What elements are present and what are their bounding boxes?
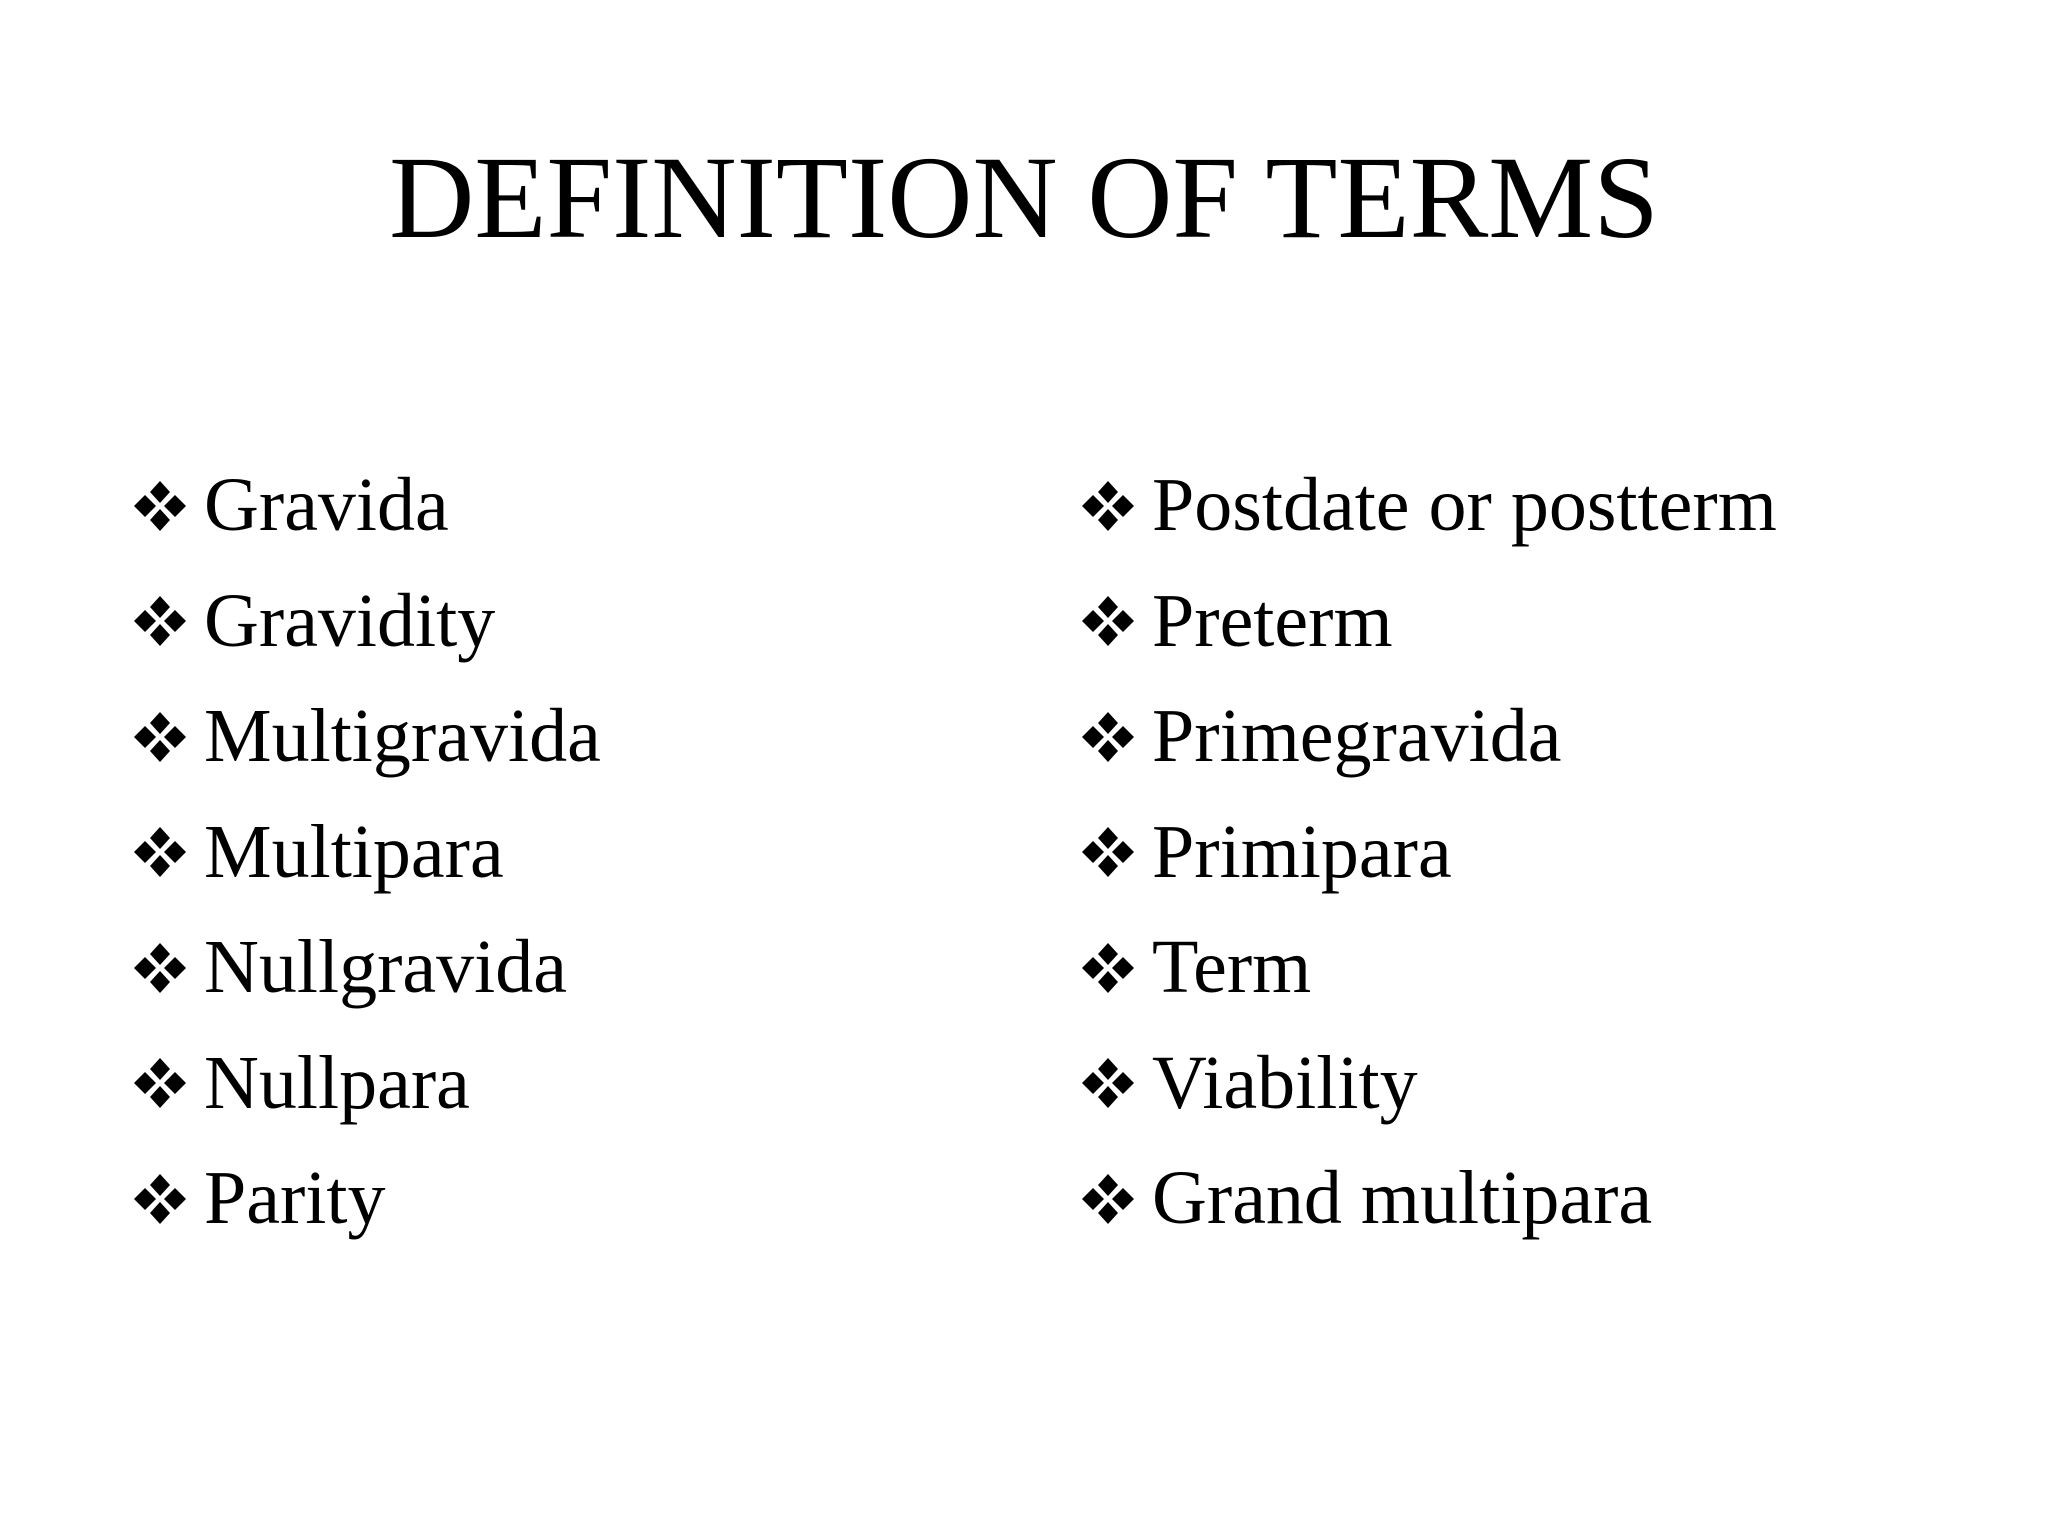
term-label: Primegravida [1152, 694, 1562, 778]
term-label: Nullpara [204, 1040, 470, 1125]
four-diamond-bullet-icon [1078, 824, 1150, 880]
term-label: Term [1152, 925, 1312, 1009]
terms-list-right [1078, 448, 1777, 1257]
term-label: Primipara [1152, 809, 1452, 894]
list-item [1078, 564, 1777, 680]
four-diamond-bullet-icon [1078, 1055, 1150, 1111]
four-diamond-bullet-icon [130, 940, 202, 996]
four-diamond-bullet-icon [1078, 593, 1150, 649]
term-label: Grand multipara [1152, 1156, 1653, 1240]
list-item [130, 1141, 601, 1257]
four-diamond-bullet-icon [130, 1171, 202, 1227]
four-diamond-bullet-icon [130, 478, 202, 534]
list-item [130, 910, 601, 1026]
term-label: Viability [1152, 1040, 1418, 1125]
term-label: Multipara [204, 809, 504, 894]
list-item [1078, 1141, 1777, 1257]
term-label: Gravida [204, 463, 449, 547]
term-label: Postdate or postterm [1152, 463, 1777, 547]
four-diamond-bullet-icon [130, 1055, 202, 1111]
list-item [1078, 1026, 1777, 1142]
term-label: Preterm [1152, 578, 1393, 663]
list-item [130, 1026, 601, 1142]
list-item [1078, 795, 1777, 911]
term-label: Nullgravida [204, 925, 568, 1009]
four-diamond-bullet-icon [1078, 709, 1150, 765]
list-item [1078, 448, 1777, 564]
four-diamond-bullet-icon [130, 709, 202, 765]
list-item [130, 448, 601, 564]
term-label: Gravidity [204, 578, 496, 663]
list-item [130, 679, 601, 795]
four-diamond-bullet-icon [1078, 1171, 1150, 1227]
slide-title: DEFINITION OF TERMS [389, 132, 1659, 263]
list-item [1078, 910, 1777, 1026]
terms-list-left [130, 448, 601, 1257]
four-diamond-bullet-icon [130, 824, 202, 880]
term-label: Parity [204, 1156, 386, 1240]
four-diamond-bullet-icon [130, 593, 202, 649]
list-item [1078, 679, 1777, 795]
four-diamond-bullet-icon [1078, 478, 1150, 534]
four-diamond-bullet-icon [1078, 940, 1150, 996]
list-item [130, 564, 601, 680]
list-item [130, 795, 601, 911]
term-label: Multigravida [204, 694, 601, 778]
